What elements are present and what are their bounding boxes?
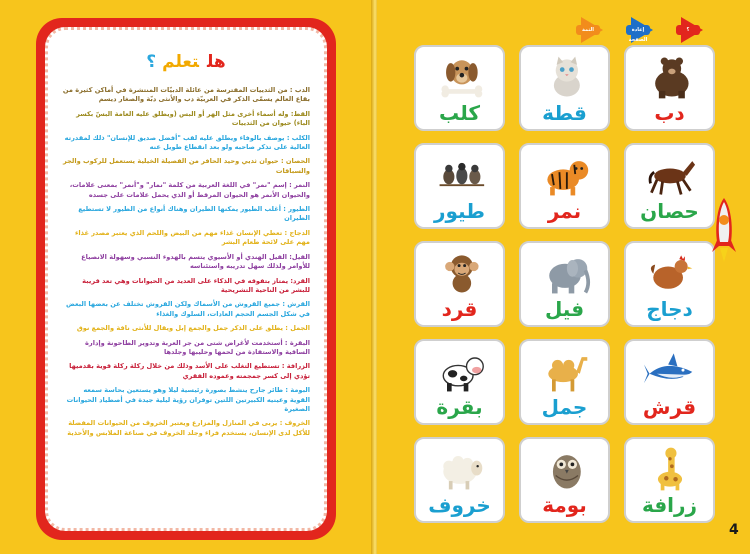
animal-card-camel[interactable] [519, 339, 610, 425]
animal-card-cow[interactable] [414, 339, 505, 425]
animal-card-cat[interactable] [519, 45, 610, 131]
page-number: 4 [729, 522, 739, 538]
facts-list [62, 86, 310, 443]
fact-entry: الخروف : يربى في المنازل والمزارع ويعتبر الخروف من الحيوانات المفضلة للأكل لدى الإنسان، يستخدم فراء وجلد الخروف في صناعة الملابس والأحذية [67, 419, 310, 437]
animal-card-sheep[interactable] [414, 437, 505, 523]
animal-word: طيور [433, 199, 486, 223]
animal-word: كلب [439, 101, 480, 125]
rocket-button[interactable] [711, 196, 737, 264]
chicken-icon [644, 250, 696, 296]
replay-button[interactable] [622, 17, 658, 43]
animal-word: نمر [547, 199, 582, 223]
animal-word: زرافة [641, 493, 698, 517]
fact-entry: الطيور : أغلب الطيور يمكنها الطيران وهناك أنواع من الطيور لا تستطيع الطيران [78, 205, 310, 223]
giraffe-icon [644, 446, 696, 492]
animal-word: حصان [640, 199, 699, 223]
animal-card-birds[interactable] [414, 143, 505, 229]
animal-card-tiger[interactable] [519, 143, 610, 229]
fact-entry: البومة : طائر جارح ينشط بصورة رئيسية ليلا وهو يستعين بحاسة سمعه القوية وعينيه الكبيرتين اللتين توفران رؤية ليلية جيدة في أصطياد الحيوانات الصغيرة [66, 386, 310, 413]
horse-icon [644, 152, 696, 198]
page-title [48, 52, 324, 72]
animal-word: بقرة [436, 395, 483, 419]
fact-entry: الفيل: الفيل الهندي أو الأسيوي يتسم بالهدوء النسبي وسهولة الانصياع للأوامر ولذلك سهل تدريبه واستئناسه [81, 252, 310, 271]
animal-card-giraffe[interactable] [624, 437, 715, 523]
animal-word: بومة [542, 493, 587, 517]
next-button-label: التمة [576, 25, 600, 35]
animal-card-elephant[interactable] [519, 241, 610, 327]
cow-icon [434, 348, 486, 394]
animal-word: قطة [542, 101, 587, 125]
monkey-icon [434, 250, 486, 296]
fact-entry: الجمل : يطلق على الذكر جمل والجمع إبل ويقال للأنثى ناقة والجمع نوق [76, 324, 310, 333]
owl-icon [539, 446, 591, 492]
animal-card-owl[interactable] [519, 437, 610, 523]
animal-card-dog[interactable] [414, 45, 505, 131]
animal-word: قرد [441, 297, 478, 321]
text-frame [36, 18, 336, 540]
fact-entry: البقرة : أستخدمت لأغراض شتى من جر العربة وتدوير الطاحونة وإدارة الساقية والاستفادة من لحمها وحليبها وجلدها [85, 338, 310, 356]
right-page [377, 0, 750, 554]
next-button[interactable] [572, 17, 608, 43]
fact-entry: النمر : إسم "نمر" في اللغة العربية من كلمة "نمار" و"أنمر" بمعنى علامات، والحيوان الأنمر هو الحيوان المرقط أو الذي يحمل علامات على جسده [69, 181, 310, 199]
fact-entry: الحصان : حيوان ثديي وحيد الحافر من الفصيلة الخيلية يستعمل للركوب والجر والسباقات [62, 157, 310, 175]
fact-entry: الزرافة : تستطيع التغلب على الأسد وذلك من خلال ركلة ركلة قوية بقدميها تؤدي إلى كسر جمجمته وعموده الفقري [69, 362, 310, 380]
animal-word: دجاج [646, 297, 693, 321]
fact-entry: الكلب : يوصف بالوفاء ويطلق عليه لقب "أفضل صديق للإنسان" ذلك لمقدرته العالية على تذكر صاحبه ولو بعد انقطاع طويل عنه [64, 133, 310, 152]
fact-entry: الدب : من الثدييات المفترسة من عائلة الدبيّات المنتشرة في أماكن كثيرة من بقاع العالم يسمّى الذكر في العربيّة دب والأنثى دبّة والصغار ديسم [62, 86, 310, 104]
birds-icon [434, 152, 486, 198]
animal-card-shark[interactable] [624, 339, 715, 425]
title-word-2: تعلم [162, 52, 199, 72]
cat-icon [539, 54, 591, 100]
fact-entry: القرش : جميع القروش من الأسماك ولكن القروش تختلف عن بعضها البعض في شكل الجسم الحجم العادات، السلوك والغذاء [65, 300, 310, 318]
question-button-label: ؟ [676, 25, 700, 35]
text-frame-inner [45, 27, 327, 531]
animal-card-chicken[interactable] [624, 241, 715, 327]
elephant-icon [539, 250, 591, 296]
animal-card-monkey[interactable] [414, 241, 505, 327]
dog-icon [434, 54, 486, 100]
animal-card-horse[interactable] [624, 143, 715, 229]
fact-entry: الدجاج : تعطي الإنسان غذاء مهم من البيض واللحم الذي يعتبر مصدر غذاء مهم على لائحة طعام البشر [75, 228, 310, 247]
shark-icon [644, 348, 696, 394]
bear-icon [644, 54, 696, 100]
fact-entry: القرد: يمتاز بتفوقه في الذكاء على العديد من الحيوانات وهي تعد قريبة للبشر من الناحية التشريحية [82, 276, 310, 294]
replay-button-label: إعادة الصفحة [626, 25, 650, 35]
question-button[interactable] [672, 17, 708, 43]
animal-word: دب [654, 101, 685, 125]
left-page [0, 0, 373, 554]
animal-card-bear[interactable] [624, 45, 715, 131]
title-question-mark: ؟ [146, 52, 157, 72]
animal-word: فيل [544, 297, 585, 321]
sheep-icon [434, 446, 486, 492]
animal-word: قرش [642, 395, 697, 419]
tiger-icon [539, 152, 591, 198]
fact-entry: القط: وله أسماء أخرى مثل الهر أو البس (ويطلق عليه العامة البسّ بكسر الباء) حيوان من الثدييات [76, 109, 310, 128]
animal-word: خروف [428, 493, 491, 517]
rocket-icon [711, 196, 737, 264]
camel-icon [539, 348, 591, 394]
animal-word: جمل [541, 395, 588, 419]
title-word-1: هل [206, 52, 226, 72]
